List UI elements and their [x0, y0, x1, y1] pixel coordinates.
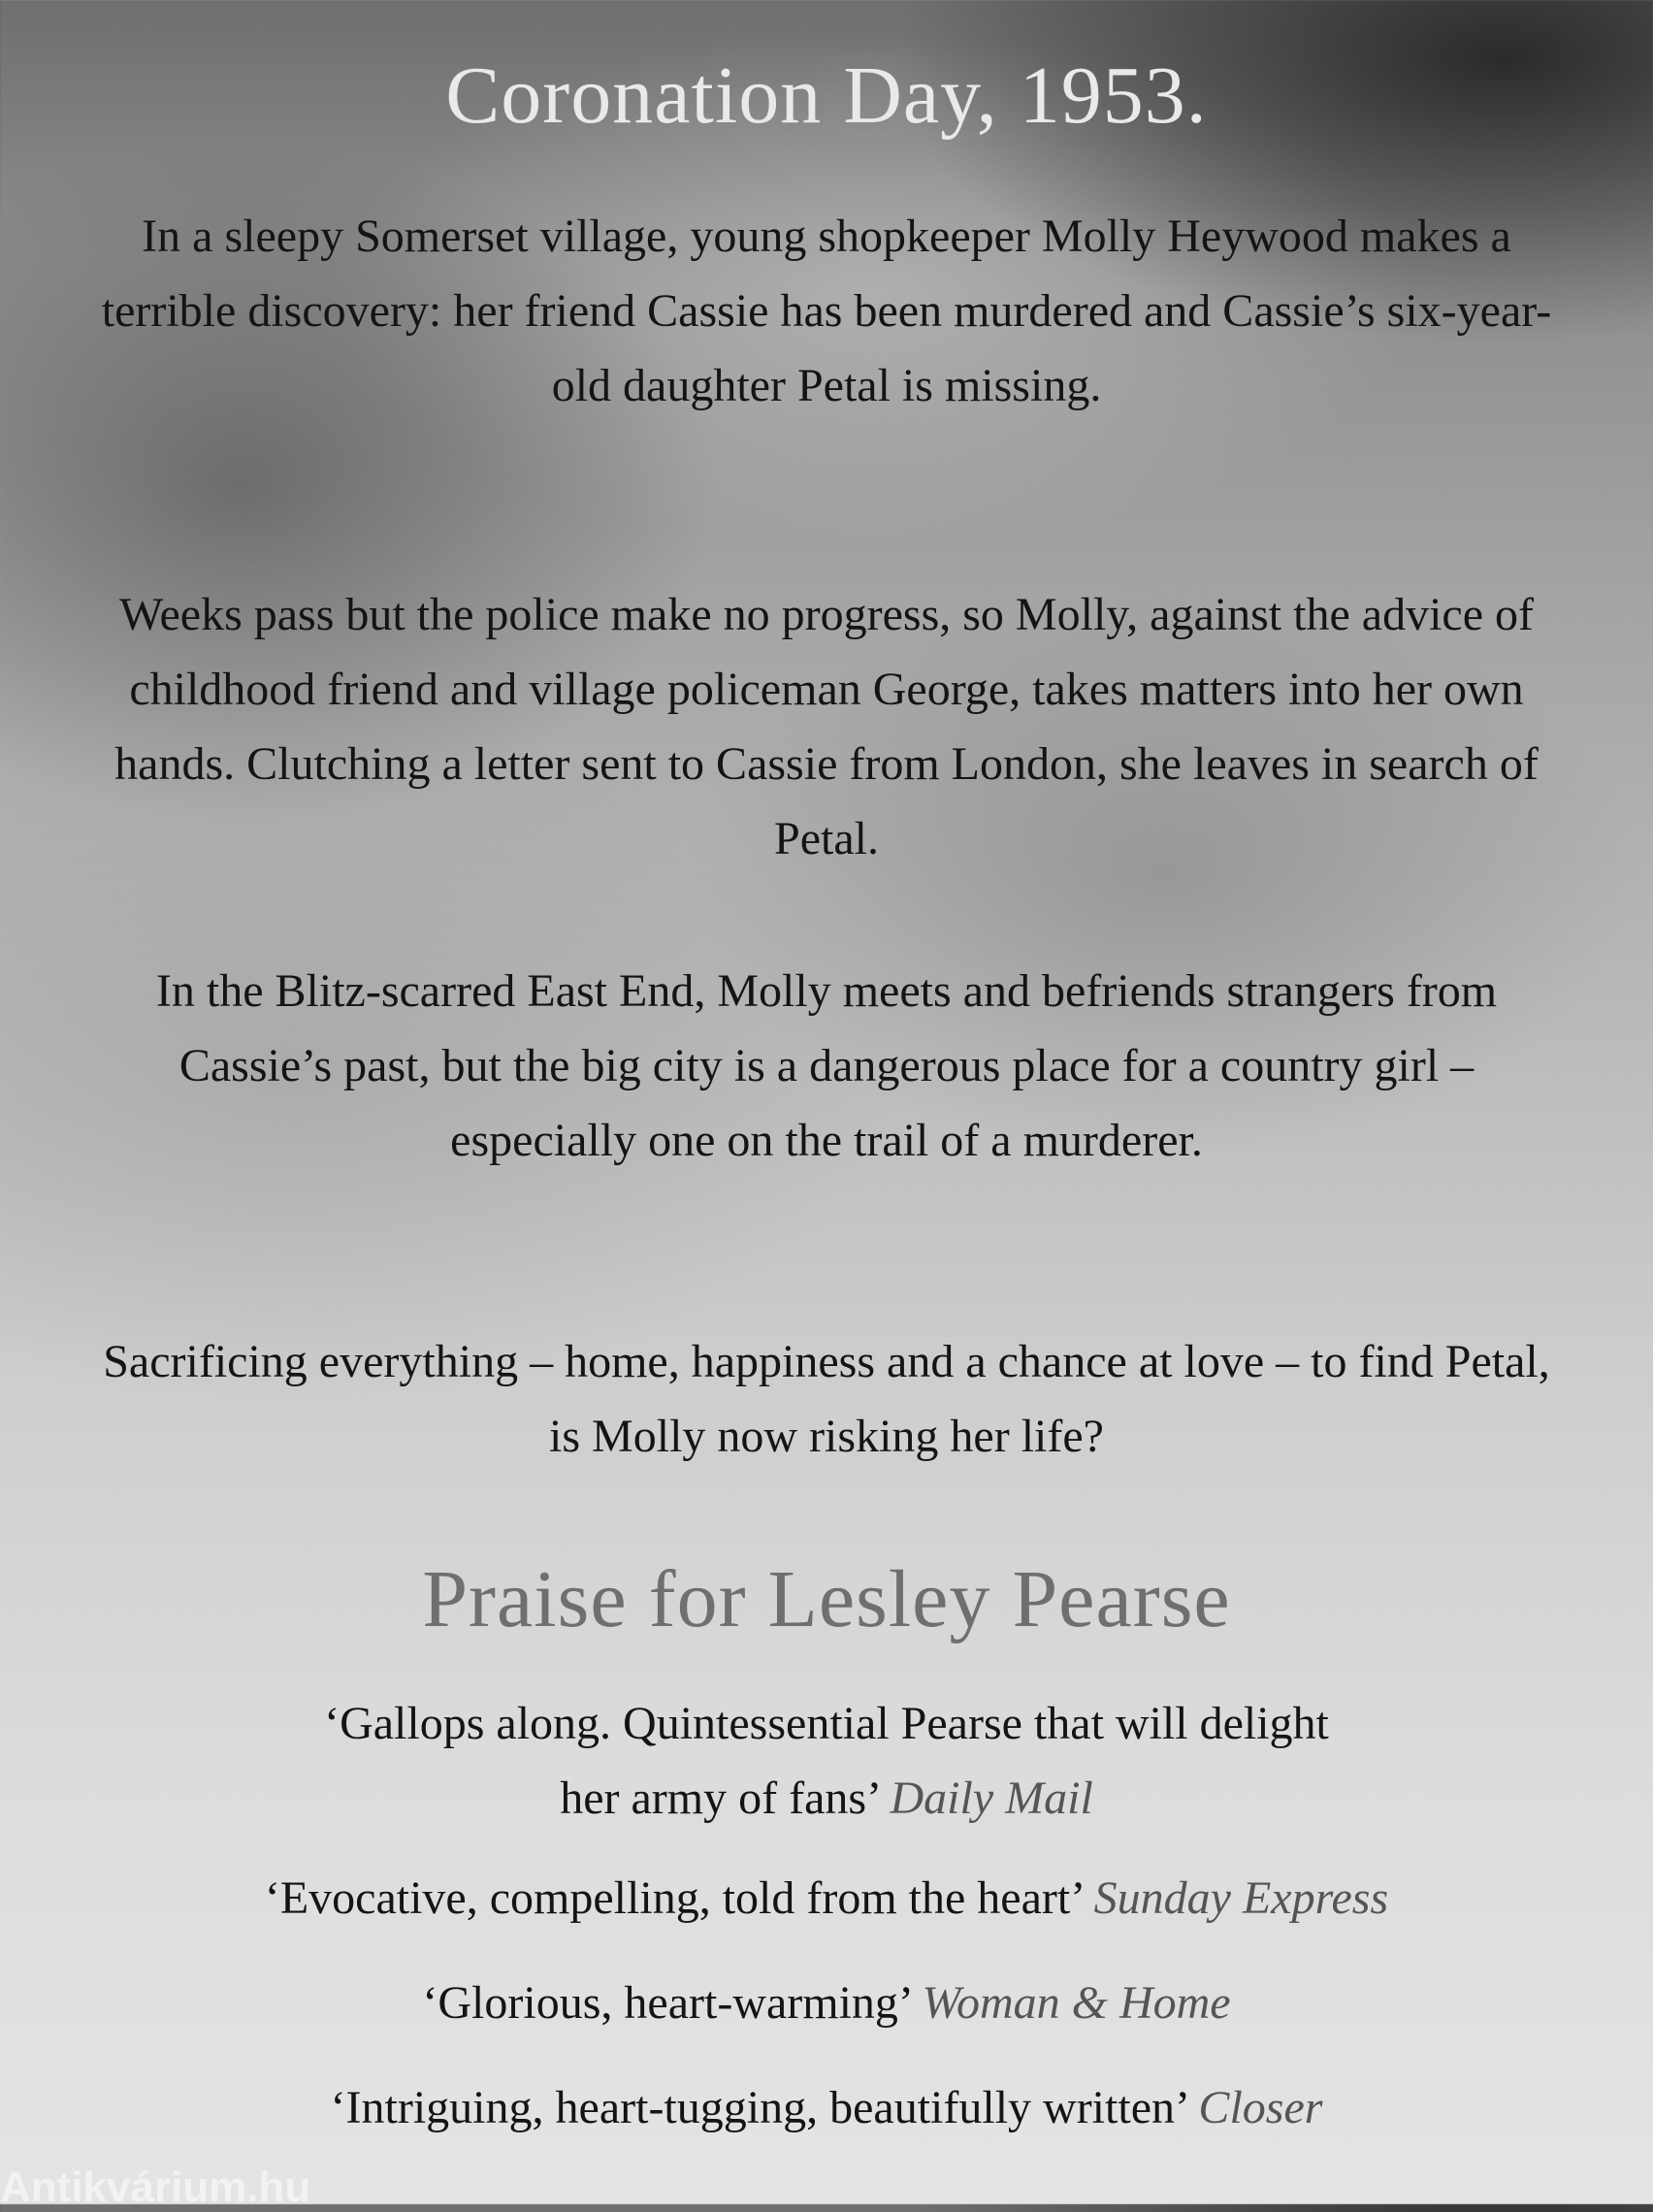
quote-text: ‘Gallops along. Quintessential Pearse that will delight her army of fans’ — [324, 1698, 1329, 1824]
praise-quote-1 — [320, 1686, 1333, 1836]
praise-quote-3 — [87, 1966, 1566, 2040]
quote-text: ‘Glorious, heart-warming’ — [422, 1977, 911, 2029]
synopsis-paragraph-3: In the Blitz-scarred East End, Molly meets and befriends strangers from Cassie’s past, but the big city is a dangerous place for a country girl – especially one on the trail of a murderer. — [155, 965, 1498, 1166]
synopsis-paragraph-2: Weeks pass but the police make no progress, so Molly, against the advice of childhood friend and village policeman George, takes matters into her own hands. Clutching a letter sent to Cassie from London, she leaves in search of Petal. — [114, 589, 1539, 864]
synopsis-paragraph-1: In a sleepy Somerset village, young shopkeeper Molly Heywood makes a terrible discovery: her friend Cassie has been murdered and Cassie’s six-year-old daughter Petal is missing. — [101, 211, 1552, 411]
synopsis-paragraph-4: Sacrificing everything – home, happiness and a chance at love – to find Petal, is Molly now risking her life? — [103, 1336, 1550, 1462]
quote-source: Closer — [1198, 2082, 1323, 2133]
quote-source: Daily Mail — [890, 1773, 1093, 1824]
cover-title: Coronation Day, 1953. — [445, 50, 1208, 141]
watermark: Antikvárium.hu — [0, 2163, 311, 2211]
quote-source: Sunday Express — [1093, 1872, 1389, 1924]
praise-quote-2 — [87, 1861, 1566, 1936]
praise-quote-4 — [87, 2070, 1566, 2145]
praise-heading: Praise for Lesley Pearse — [422, 1554, 1231, 1644]
quote-source: Woman & Home — [922, 1977, 1231, 2029]
quote-text: ‘Evocative, compelling, told from the heart’ — [264, 1872, 1083, 1924]
quote-text: ‘Intriguing, heart-tugging, beautifully written’ — [330, 2082, 1187, 2133]
